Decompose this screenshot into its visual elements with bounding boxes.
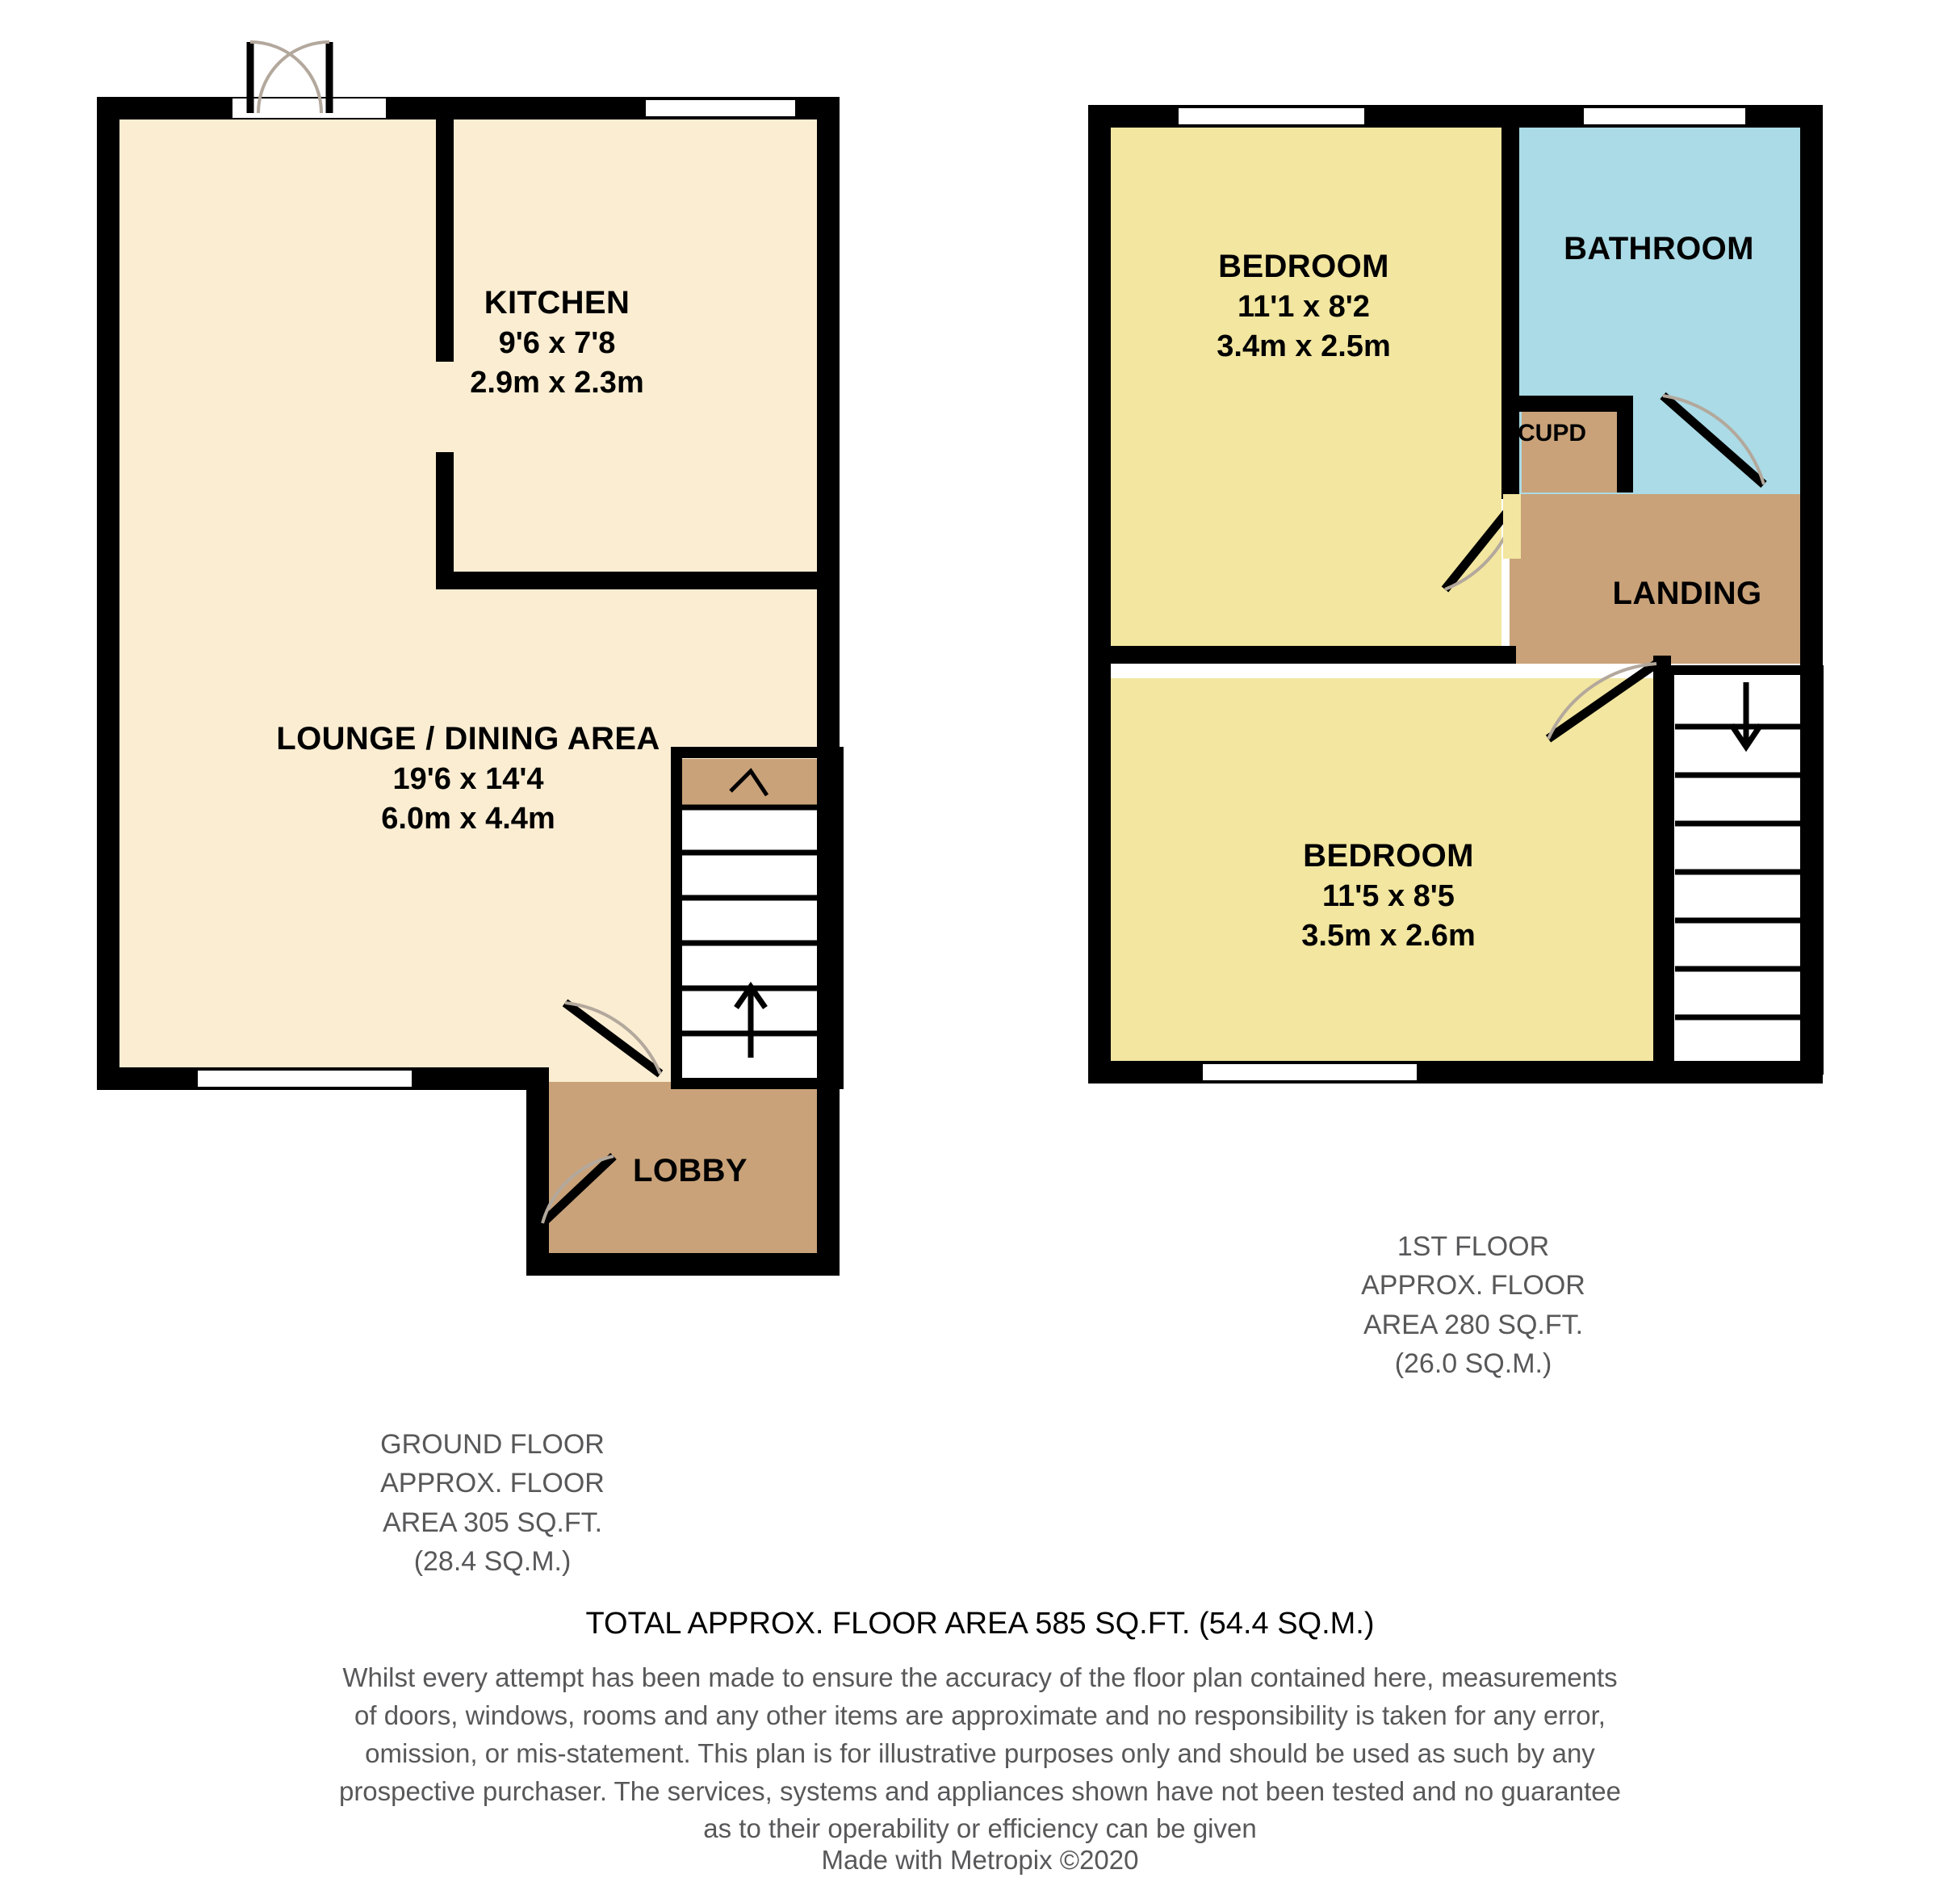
room-label-cupd: CUPD [1518,420,1587,446]
total-floor-area: TOTAL APPROX. FLOOR AREA 585 SQ.FT. (54.4 SQ.M.) [585,1607,1375,1641]
gf-wall-lobby-left [526,1067,549,1276]
room-label-bathroom [1501,228,1816,270]
wall-cupd-right [1617,396,1633,493]
bedroom-2-name: BEDROOM [1303,838,1474,874]
room-label-bedroom-2 [1106,836,1671,955]
room-label-bedroom-1 [1106,246,1501,366]
kitchen-dim-metric: 2.9m x 2.3m [470,365,644,400]
wall-bedroom1-bottom [1096,646,1516,664]
lounge-dining-name: LOUNGE / DINING AREA [276,721,660,757]
ground-floor-plan [97,42,840,1276]
lounge-dining-dim-metric: 6.0m x 4.4m [381,801,555,836]
window-lounge-bottom [198,1071,412,1087]
room-label-lobby [557,1151,823,1192]
ground-floor-area-note [291,1425,694,1581]
ground-floor-note-line-1: GROUND FLOOR [380,1429,605,1460]
made-with-credit: Made with Metropix ©2020 [821,1845,1139,1875]
window-bathroom-top [1584,108,1745,124]
kitchen-dim-imperial: 9'6 x 7'8 [498,326,616,361]
disclaimer-line-3: omission, or mis-statement. This plan is for illustrative purposes only and should be used as such by any [365,1737,1595,1768]
wall-landing-left [1501,402,1519,499]
disclaimer-line-1: Whilst every attempt has been made to ensure the accuracy of the floor plan contained here, measurements [342,1662,1618,1692]
disclaimer-line-2: of doors, windows, rooms and any other items are approximate and no responsibility is taken for any error, [354,1700,1606,1730]
lounge-dining-dim-imperial: 19'6 x 14'4 [392,762,544,797]
window-bedroom1-top [1179,108,1364,124]
bathroom-name: BATHROOM [1564,231,1754,266]
gf-wall-lobby-bottom [526,1253,840,1276]
first-floor-area-note [1271,1227,1675,1383]
bedroom-1-dim-imperial: 11'1 x 8'2 [1238,290,1370,325]
first-floor-note-line-1: 1ST FLOOR [1397,1231,1550,1262]
room-label-lounge-dining [113,719,823,838]
disclaimer-line-5: as to their operability or efficiency can be given [703,1813,1257,1844]
first-floor-note-line-2: APPROX. FLOOR [1361,1270,1585,1301]
window-bedroom2-bottom [1203,1064,1417,1080]
bedroom1-fill [1106,121,1501,654]
bedroom-1-dim-metric: 3.4m x 2.5m [1217,329,1391,363]
kitchen-name: KITCHEN [484,285,630,321]
disclaimer-line-4: prospective purchaser. The services, systems and appliances shown have not been tested and no guarantee [338,1775,1622,1806]
room-label-landing [1558,573,1816,614]
first-floor-note-line-4: (26.0 SQ.M.) [1394,1348,1552,1379]
bedroom-2-dim-metric: 3.5m x 2.6m [1301,918,1476,953]
ground-floor-note-line-4: (28.4 SQ.M.) [413,1545,572,1577]
wall-cupd-top [1508,396,1633,412]
landing-name: LANDING [1612,576,1762,611]
door-opening-front [232,99,386,118]
wall-kitchen-left-lower [436,452,454,589]
room-label-kitchen [387,283,727,402]
wall-kitchen-bottom [436,572,823,589]
lobby-name: LOBBY [633,1153,748,1188]
first-floor-note-line-3: AREA 280 SQ.FT. [1363,1309,1584,1340]
disclaimer [0,1659,1960,1848]
bedroom-1-name: BEDROOM [1218,249,1389,284]
ground-floor-note-line-3: AREA 305 SQ.FT. [382,1507,603,1538]
gf-wall-left [97,97,119,1090]
door-gap-bedroom1 [1503,494,1521,559]
gf-wall-right [817,97,840,1276]
ground-floor-note-line-2: APPROX. FLOOR [380,1468,605,1499]
bedroom-2-dim-imperial: 11'5 x 8'5 [1322,879,1455,914]
window-kitchen-top [646,100,795,116]
